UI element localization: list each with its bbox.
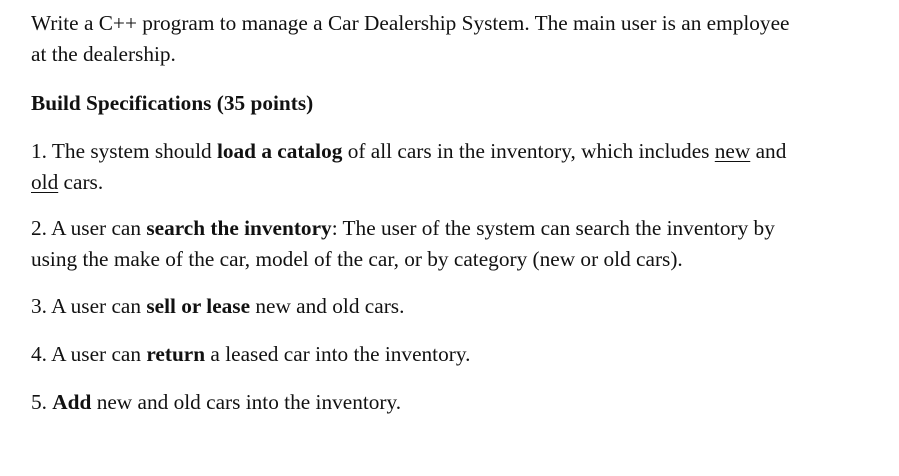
spec-item-2-text: 2. A user can — [31, 216, 147, 240]
spec-item-3-text-2: new and old cars. — [250, 294, 405, 318]
intro-paragraph — [31, 8, 789, 70]
spec-item-2-bold: search the inventory — [146, 216, 332, 240]
spec-item-4 — [31, 339, 470, 370]
spec-item-5-text: 5. — [31, 390, 53, 414]
spec-item-1-text-4: cars. — [58, 170, 104, 194]
spec-item-2 — [31, 213, 775, 275]
spec-item-1 — [31, 136, 786, 198]
intro-line-1: Write a C++ program to manage a Car Dealership System. The main user is an employee — [31, 11, 790, 35]
spec-item-4-bold: return — [146, 342, 206, 366]
spec-item-2-text-2: : The user of the system can search the inventory by — [331, 216, 775, 240]
spec-item-5-bold: Add — [52, 390, 92, 414]
underlined-new: new — [714, 139, 751, 163]
section-heading: Build Specifications (35 points) — [31, 91, 314, 115]
spec-item-1-text-2: of all cars in the inventory, which includes — [342, 139, 715, 163]
spec-item-3 — [31, 291, 404, 322]
spec-item-2-line-2: using the make of the car, model of the car, or by category (new or old cars). — [31, 247, 683, 271]
spec-item-3-bold: sell or lease — [146, 294, 251, 318]
spec-item-4-text: 4. A user can — [31, 342, 147, 366]
spec-item-1-bold: load a catalog — [216, 139, 343, 163]
spec-item-5 — [31, 387, 401, 418]
intro-line-2: at the dealership. — [31, 42, 176, 66]
spec-item-5-text-2: new and old cars into the inventory. — [91, 390, 402, 414]
spec-item-4-text-2: a leased car into the inventory. — [205, 342, 471, 366]
underlined-old: old — [31, 170, 59, 194]
spec-item-3-text: 3. A user can — [31, 294, 147, 318]
spec-item-1-text: 1. The system should — [31, 139, 217, 163]
spec-item-1-text-3: and — [750, 139, 787, 163]
